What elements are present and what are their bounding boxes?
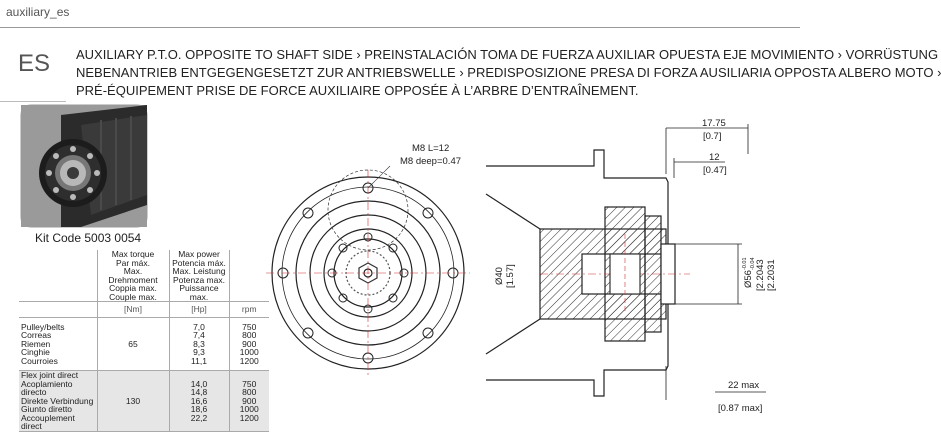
kit-code: Kit Code 5003 0054 bbox=[35, 231, 142, 245]
page-label: auxiliary_es bbox=[6, 5, 70, 19]
dim-22max: 22 max bbox=[728, 380, 760, 391]
table-header-row bbox=[19, 250, 269, 302]
dim-087max: [0.87 max] bbox=[718, 403, 763, 414]
title-line-3: PRÉ-ÉQUIPEMENT PRISE DE FORCE AUXILIAIRE OPPOSÉE À L’ARBRE D’ENTRAÎNEMENT. bbox=[76, 83, 639, 98]
section-divider bbox=[0, 101, 66, 102]
kit-photo-illustration bbox=[21, 105, 147, 227]
section-code: ES bbox=[18, 50, 51, 77]
shaft-tol-upper: -0.01 bbox=[742, 257, 748, 270]
dim-1775: 17.75 bbox=[702, 118, 726, 129]
shaft-mm: Ø56 bbox=[743, 270, 754, 288]
title-line-2: NEBENANTRIEB ENTGEGENGESETZT ZUR ANTRIEBSWELLE › PREDISPOSIZIONE PRESA DI FORZA AUSILIARIA OPPOSTA ALBERO MOTO › bbox=[76, 65, 941, 80]
power-values: 7,0 7,4 8,3 9,3 11,1 bbox=[169, 318, 229, 371]
spec-table bbox=[19, 250, 269, 432]
torque-unit: [Nm] bbox=[97, 302, 169, 318]
header-divider bbox=[0, 27, 800, 28]
rpm-values: 750 800 900 1000 1200 bbox=[229, 371, 269, 432]
side-section-view bbox=[486, 150, 690, 396]
product-photo bbox=[20, 104, 148, 228]
bore-in: [1.57] bbox=[505, 264, 516, 288]
row-label: Pulley/belts Correas Riemen Cinghie Courroies bbox=[21, 321, 65, 366]
shaft-in-2: [2.2031 bbox=[766, 259, 777, 291]
shaft-tol-lower: -0.04 bbox=[750, 257, 756, 270]
torque-value: 130 bbox=[97, 371, 169, 432]
dim-047: [0.47] bbox=[703, 165, 727, 176]
power-values: 14,0 14,8 16,6 18,6 22,2 bbox=[169, 371, 229, 432]
table-row bbox=[19, 318, 269, 371]
bore-mm: Ø40 bbox=[494, 267, 505, 285]
shaft-in-1: [2.2043 bbox=[755, 259, 766, 291]
title-line-1: AUXILIARY P.T.O. OPPOSITE TO SHAFT SIDE › PREINSTALACIÓN TOMA DE FUERZA AUXILIAR OPUESTA EJE MOVIMIENTO › VORRÜSTUNG bbox=[76, 47, 939, 62]
rpm-unit: rpm bbox=[229, 302, 269, 318]
power-unit: [Hp] bbox=[169, 302, 229, 318]
power-header: Max power Potencia máx. Max. Leistung Potenza max. Puissance max. bbox=[169, 250, 229, 302]
dim-07: [0.7] bbox=[703, 131, 722, 142]
torque-header: Max torque Par máx. Max. Drehmoment Coppia max. Couple max. bbox=[97, 250, 169, 302]
bolt-label-2: M8 deep=0.47 bbox=[400, 156, 462, 167]
torque-value: 65 bbox=[97, 318, 169, 371]
front-view bbox=[266, 166, 470, 376]
bolt-label-1: M8 L=12 bbox=[412, 143, 450, 154]
page-title bbox=[76, 46, 941, 100]
table-units-row bbox=[19, 302, 269, 318]
dim-12: 12 bbox=[709, 152, 720, 163]
table-row bbox=[19, 371, 269, 432]
row-label: Flex joint direct Acoplamiento directo Direkte Verbindung Giunto diretto Accouplement direct bbox=[19, 371, 97, 432]
technical-drawing bbox=[270, 104, 796, 439]
rpm-values: 750 800 900 1000 1200 bbox=[229, 318, 269, 371]
